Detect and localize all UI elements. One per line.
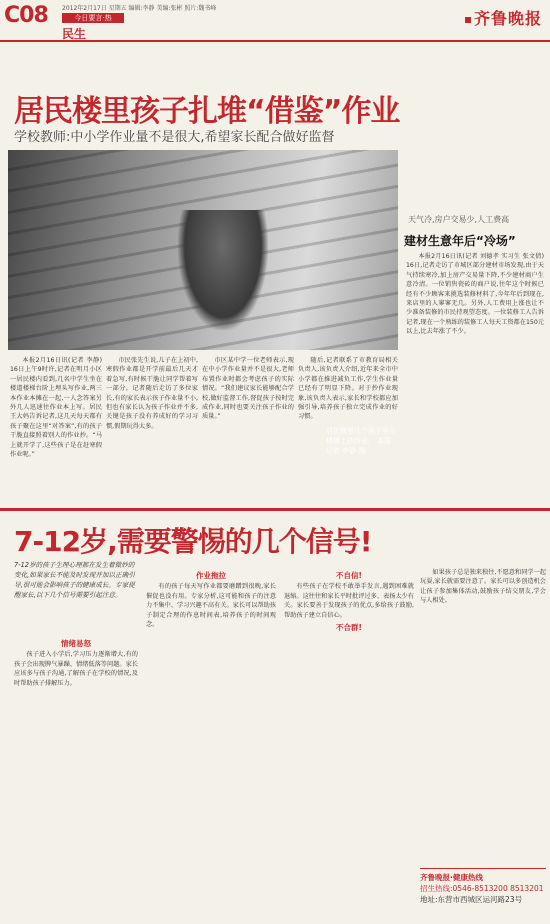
feature-subtitle-1: 情绪易怒	[61, 639, 91, 648]
feature-column-1: 情绪易怒 孩子进入小学后,学习压力逐渐增大,有的孩子会出现脾气暴躁、情绪低落等问题。家长应该多与孩子沟通,了解孩子在学校的情况,及时帮助孩子排解压力。	[14, 639, 138, 687]
feature-column-2: 作业拖拉 有的孩子每天写作业都要磨蹭到很晚,家长催促也没有用。专家分析,这可能和孩子的注意力不集中、学习兴趣不高有关。家长可以帮助孩子制定合理的作息时间表,培养孩子的时间观念。	[146, 571, 276, 629]
hotline-phone: 招生热线:0546-8513200 8513201	[420, 884, 544, 893]
feature-subtitle-4: 不合群!	[336, 623, 362, 633]
main-headline: 居民楼里孩子扎堆“借鉴”作业	[14, 94, 400, 129]
logo-square-icon	[465, 17, 471, 23]
section-title: 民生	[62, 27, 87, 41]
feature-subtitle-3: 不自信!	[336, 571, 362, 580]
section-chip: 今日要言·热	[62, 13, 124, 23]
feature-divider	[0, 508, 550, 511]
feature-column-4: 如果孩子总是独来独往,不愿意和同学一起玩耍,家长就需要注意了。家长可以多创造机会让孩子参加集体活动,鼓励孩子结交朋友,学会与人相处。	[420, 569, 546, 605]
hotline-label: 齐鲁晚报·健康热线	[420, 873, 483, 882]
feature-column-3: 不自信! 有些孩子在学校不敢举手发言,遇到困难就退缩。这往往和家长平时批评过多、表扬太少有关。家长要善于发现孩子的优点,多给孩子鼓励,帮助孩子建立自信心。 不合群!	[284, 571, 414, 633]
sidebar-kicker: 天气冷,房户交易少,人工费高	[408, 215, 510, 224]
story-column-2: 市民张先生说,儿子在上初中,寒假作业都是开学前最后几天才着急写,有时候干脆让同学帮着写一部分。记者随后走访了多位家长,有的家长表示孩子作业量不小,但也有家长认为孩子作业并不多,关键是孩子没有养成好的学习习惯,假期玩得太多。	[106, 357, 198, 430]
page-info: 2012年2月17日 星期五 编辑:李静 美编:张彬 照片:魏书峰	[62, 5, 217, 12]
masthead	[0, 0, 550, 42]
sidebar-column: 本报2月16日讯(记者 刘德孝 实习生 张文倩) 16日,记者走访了市城区部分建材市场发现,由于天气持续寒冷,加上房产交易量下降,不少建材商户生意冷清。一位销售瓷砖的商户说,往年这个时候已经有不少顾客来挑选装修材料了,今年年后到现在,来店里的人寥寥无几。另外,人工费用上涨也让不少准备装修的市民持观望态度。一位装修工人告诉记者,现在一个熟练的装修工人每天工资都在150元以上,比去年涨了不少。	[406, 253, 544, 336]
main-subheadline: 学校教师:中小学作业量不是很大,希望家长配合做好监督	[14, 130, 335, 145]
feature-intro: 7-12岁的孩子生理心理都在发生着微妙的变化,如果家长不能及时发现并加以正确引导,很可能会影响孩子的健康成长。专家提醒家长,以下几个信号需要引起注意。	[14, 561, 135, 599]
page-number: C08	[4, 3, 48, 28]
sidebar-title: 建材生意年后“冷场”	[404, 234, 516, 248]
paper-logo: 齐鲁晚报	[465, 6, 542, 29]
story-column-3: 市区某中学一位老师表示,现在中小学作业量并不是很大,老师布置作业时都会考虑孩子的实际情况。“我们建议家长能够配合学校,做好监督工作,督促孩子按时完成作业,同时也要关注孩子作业的质量。”	[202, 357, 294, 421]
feature-headline: 7-12岁,需要警惕的几个信号!	[14, 525, 372, 558]
story-column-1: 本报2月16日讯(记者 李静) 16日上午9时许,记者在明月小区一居民楼内看到,几名中学生坐在楼道楼梯台阶上埋头写作业,两三本作业本摊在一起,一人念答案另外几人迅速往作业本上写。居民王大妈告诉记者,这几天每天都有孩子聚在这里“对答案”,有的孩子干脆直接照着别人的作业抄。“马上就开学了,这些孩子是在赶寒假作业呢。”	[10, 357, 102, 459]
feature-subtitle-2: 作业拖拉	[196, 571, 226, 580]
photo-children	[178, 210, 268, 330]
hotline-box	[420, 868, 546, 922]
hotline-address: 地址:东营市西城区运河路23号	[420, 895, 523, 904]
photo-caption: 居民楼里几个孩子坐在楼梯上抄作业。 本报记者 李静 摄	[326, 427, 396, 455]
story-column-4: 随后,记者联系了市教育局相关负责人,该负责人介绍,近年来全市中小学都在推进减负工作,学生作业量已经有了明显下降。对于抄作业现象,该负责人表示,家长和学校都应加强引导,培养孩子独立完成作业的好习惯。	[298, 357, 398, 421]
